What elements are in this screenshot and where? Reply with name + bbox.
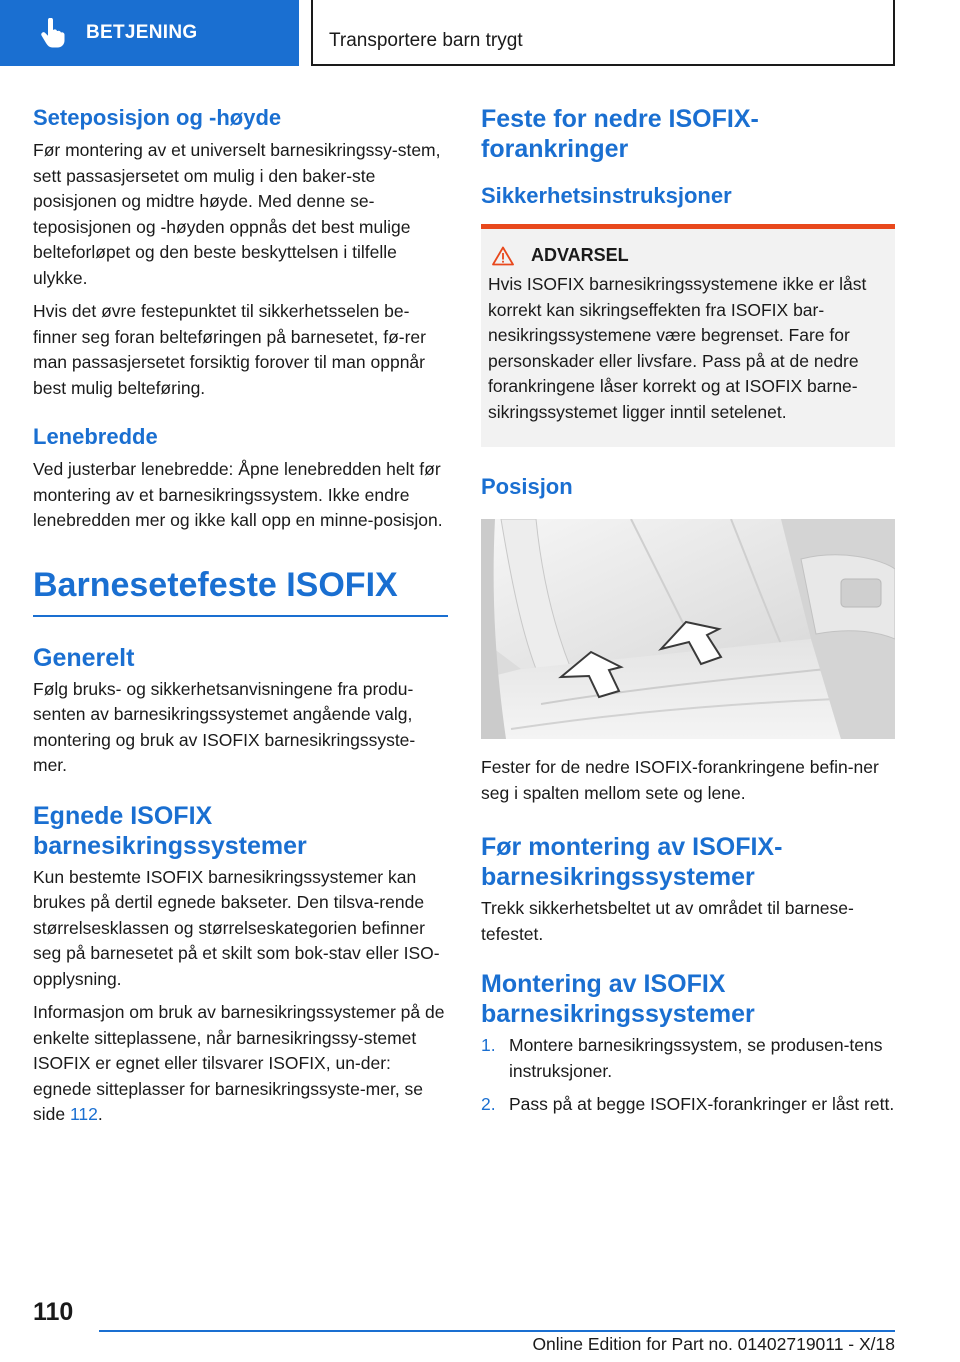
heading-rule [33,615,448,617]
footer-edition: Online Edition for Part no. 01402719011 - X/18 [532,1334,895,1354]
heading-suitable-isofix [33,801,448,861]
heading-before-mounting-line2: barnesikringssystemer [481,863,755,891]
photo-caption: Fester for de nedre ISOFIX-forankringene befin-ner seg i spalten mellom sete og lene. [481,757,879,803]
hand-pointer-icon [40,18,66,48]
heading-seat-position: Seteposisjon og -høyde [33,105,282,130]
left-column [33,98,448,1128]
chapter-title-box [311,0,895,66]
heading-backrest-width: Lenebredde [33,424,158,449]
main-heading-isofix: Barnesetefeste ISOFIX [33,565,398,604]
seat-illustration [481,519,895,739]
warning-text: Hvis ISOFIX barnesikringssystemene ikke er låst korrekt kan sikringseffekten fra ISOFIX bar-nesikringssystemene være begrenset. Fare for personskader eller livsfare. Pass på at de nedre forankringene låser korrekt og at ISOFIX barne-sikringssystemet ligger inntil setelenet. [488,274,867,422]
list-item [481,1092,895,1118]
heading-position: Posisjon [481,474,573,499]
isofix-anchor-photo [481,519,895,739]
paragraph-seat-position-2: Hvis det øvre festepunktet til sikkerhetsselen be-finner seg foran belteføringen på barnesetet, fø-rer man passasjersetet forsiktig forover til man oppnår best mulig belteføring. [33,301,426,398]
heading-mounting-line2: barnesikringssystemer [481,1000,755,1028]
step-text: Montere barnesikringssystem, se produsen-tens instruksjoner. [509,1035,883,1081]
heading-suitable-isofix-line1: Egnede ISOFIX [33,801,213,830]
paragraph-suitable-isofix-1: Kun bestemte ISOFIX barnesikringssystemer kan brukes på dertil egnede bakseter. Den tilsva-rende størrelsesklassen og størrelseskategorien befinner seg på barnesetet på et skilt som bok-stav eller ISO-opplysning. [33,866,440,989]
heading-general: Generelt [33,643,135,672]
section-tab[interactable] [0,0,299,66]
step-number: 1. [481,1035,496,1055]
step-text: Pass på at begge ISOFIX-forankringer er låst rett. [509,1094,895,1114]
page-number: 110 [33,1298,74,1326]
paragraph-backrest-width: Ved justerbar lenebredde: Åpne lenebredden helt før montering av et barnesikringssystem. Ikke endre lenebredden mer og ikke kall opp en minne-posisjon. [33,459,443,530]
warning-triangle-icon [492,246,514,266]
heading-before-mounting-line1: Før montering av ISOFIX- [481,833,783,861]
warning-header [488,245,887,266]
heading-lower-isofix [481,104,895,164]
heading-suitable-isofix-line2: barnesikringssystemer [33,831,307,860]
section-tab-label: BETJENING [86,22,198,43]
warning-box [481,224,895,447]
paragraph-before-mounting: Trekk sikkerhetsbeltet ut av området til barnese-tefestet. [481,898,854,944]
heading-safety-instructions: Sikkerhetsinstruksjoner [481,183,732,208]
step-number: 2. [481,1094,496,1114]
paragraph-seat-position-1: Før montering av et universelt barnesikringssy-stem, sett passasjersetet om mulig i den baker-ste posisjonen og midtre høyde. Med denne se-teposisjonen og -høyden oppnås det best mulige belteforløpet og den beste beskyttelsen i tilfelle ulykke. [33,140,441,288]
mounting-steps [481,1033,895,1118]
paragraph-suitable-isofix-2 [33,1000,448,1128]
heading-lower-isofix-line1: Feste for nedre ISOFIX- [481,105,759,133]
chapter-title: Transportere barn trygt [329,30,523,51]
footer-rule [99,1330,895,1332]
right-column [481,98,895,1118]
paragraph-end: . [97,1104,103,1124]
paragraph-text: Informasjon om bruk av barnesikringssystemer på de enkelte sitteplassene, når barnesikringssy-stemet ISOFIX er egnet eller tilsvarer ISOFIX, un-der: egnede sitteplasser for barnesikringssyste-mer, se side [33,1002,445,1124]
heading-mounting-line1: Montering av ISOFIX [481,970,726,998]
paragraph-general: Følg bruks- og sikkerhetsanvisningene fra produ-senten av barnesikringssystemet angående valg, montering og bruk av ISOFIX barnesikringssyste-mer. [33,678,416,775]
list-item [481,1033,895,1084]
heading-before-mounting [481,832,895,892]
heading-lower-isofix-line2: forankringer [481,135,629,163]
page-reference-link[interactable]: 112 [69,1104,98,1124]
heading-mounting [481,969,895,1029]
warning-title: ADVARSEL [531,245,629,265]
